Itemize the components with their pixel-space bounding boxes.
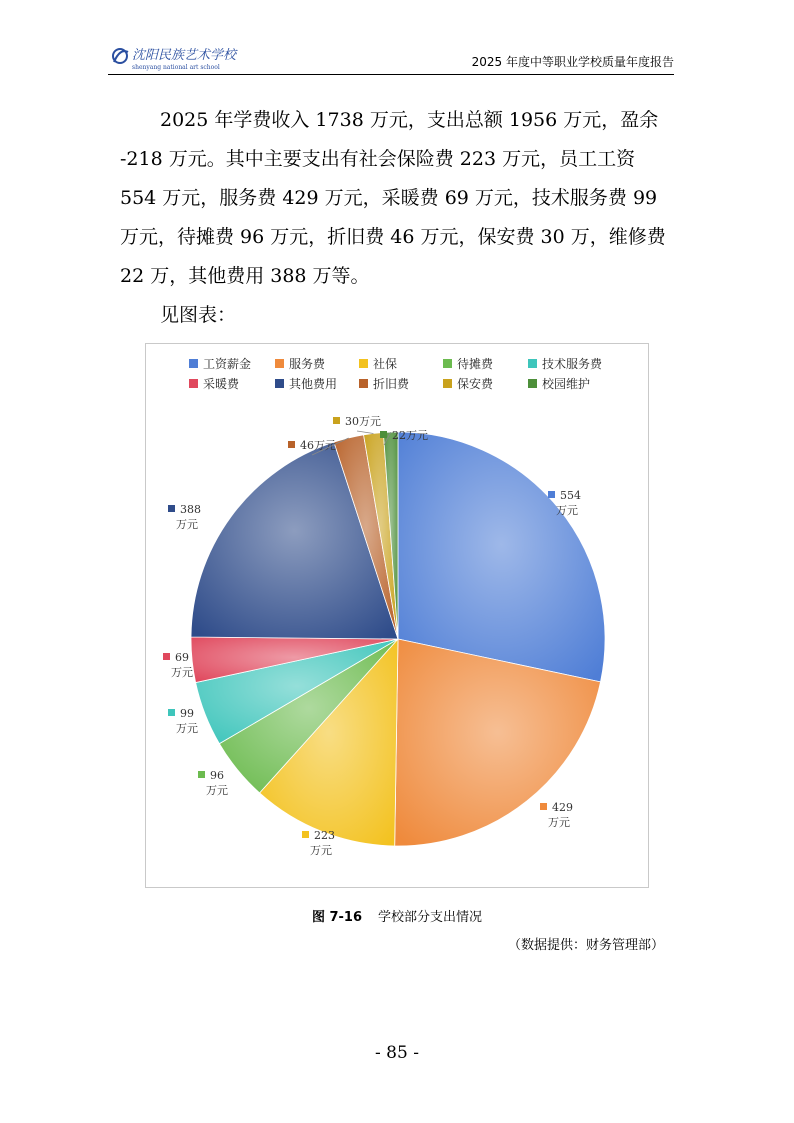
logo-text: 沈阳民族艺术学校 xyxy=(132,48,237,63)
data-source: （数据提供：财务管理部） xyxy=(507,938,664,953)
data-label-value: 30万元 xyxy=(345,415,381,428)
pie-slice-shade xyxy=(398,432,605,682)
data-label-swatch xyxy=(540,803,547,810)
data-label-unit: 万元 xyxy=(176,518,198,531)
legend-swatch xyxy=(189,379,198,388)
legend-item xyxy=(443,356,494,371)
legend-label: 工资薪金 xyxy=(203,357,252,371)
data-label xyxy=(168,707,198,735)
data-label-swatch xyxy=(333,417,340,424)
legend-swatch xyxy=(528,379,537,388)
data-label xyxy=(333,415,381,428)
legend-swatch xyxy=(443,379,452,388)
data-label-swatch xyxy=(198,771,205,778)
legend-swatch xyxy=(189,359,198,368)
data-label-value: 69 xyxy=(175,651,189,664)
leader-line xyxy=(357,431,373,433)
data-label-value: 96 xyxy=(210,769,224,782)
legend-swatch xyxy=(275,379,284,388)
legend-swatch xyxy=(443,359,452,368)
legend-swatch xyxy=(528,359,537,368)
legend-label: 采暖费 xyxy=(203,377,240,391)
legend-item xyxy=(189,356,251,371)
data-label xyxy=(198,769,228,797)
data-label-unit: 万元 xyxy=(176,722,198,735)
data-label xyxy=(168,503,201,531)
logo-subtext: shenyang national art school xyxy=(132,64,220,71)
legend-item xyxy=(275,376,337,391)
chart-container xyxy=(145,343,649,888)
data-label xyxy=(540,801,573,829)
legend-label: 技术服务费 xyxy=(542,357,603,371)
legend-label: 服务费 xyxy=(289,357,326,371)
legend-label: 待摊费 xyxy=(457,357,494,371)
legend-label: 校园维护 xyxy=(542,377,591,391)
data-label-swatch xyxy=(163,653,170,660)
legend-swatch xyxy=(359,379,368,388)
data-label-swatch xyxy=(288,441,295,448)
data-label-swatch xyxy=(302,831,309,838)
caption-title: 学校部分支出情况 xyxy=(378,910,483,925)
data-label xyxy=(288,439,336,452)
legend-swatch xyxy=(359,359,368,368)
data-label-swatch xyxy=(548,491,555,498)
legend-item xyxy=(528,356,603,371)
legend-item xyxy=(275,356,326,371)
data-label-value: 223 xyxy=(314,829,335,842)
data-label-value: 99 xyxy=(180,707,194,720)
legend-item xyxy=(359,356,397,371)
legend-item xyxy=(359,376,410,391)
data-label-value: 429 xyxy=(552,801,573,814)
data-label-value: 388 xyxy=(180,503,201,516)
data-label-swatch xyxy=(168,709,175,716)
figure-caption xyxy=(0,906,794,925)
data-label xyxy=(302,829,335,857)
caption-number: 图 7-16 xyxy=(311,910,363,925)
legend-swatch xyxy=(275,359,284,368)
data-label-swatch xyxy=(168,505,175,512)
paragraph-expenses: 2025 年学费收入 1738 万元，支出总额 1956 万元，盈余 -218 万元。其中主要支出有社会保险费 223 万元，员工工资 554 万元，服务费 429 万元，采暖费 69 万元，技术服务费 99 万元，待摊费 96 万元，折旧费 46 万元，保安费 30 万，维修费 22 万，其他费用 388 万等。 xyxy=(120,109,666,287)
legend-item xyxy=(443,376,494,391)
data-label-unit: 万元 xyxy=(171,666,193,679)
legend-label: 社保 xyxy=(373,357,398,371)
page-number: - 85 - xyxy=(375,1043,419,1063)
legend-item xyxy=(189,376,240,391)
school-logo xyxy=(108,42,248,72)
pie-chart xyxy=(146,344,648,887)
data-label-unit: 万元 xyxy=(206,784,228,797)
data-label-value: 554 xyxy=(560,489,581,502)
page-header xyxy=(108,40,674,75)
legend-label: 保安费 xyxy=(457,377,494,391)
data-label-swatch xyxy=(380,431,387,438)
data-label-value: 22万元 xyxy=(392,429,428,442)
legend-label: 折旧费 xyxy=(373,377,410,391)
data-label-value: 46万元 xyxy=(300,439,336,452)
data-label xyxy=(163,651,193,679)
paragraph-see-chart: 见图表： xyxy=(160,304,237,326)
legend-label: 其他费用 xyxy=(289,377,338,391)
body-text xyxy=(120,101,676,335)
data-label-unit: 万元 xyxy=(556,504,578,517)
data-label-unit: 万元 xyxy=(310,844,332,857)
report-title: 2025 年度中等职业学校质量年度报告 xyxy=(471,55,674,69)
data-label-unit: 万元 xyxy=(548,816,570,829)
legend-item xyxy=(528,376,590,391)
